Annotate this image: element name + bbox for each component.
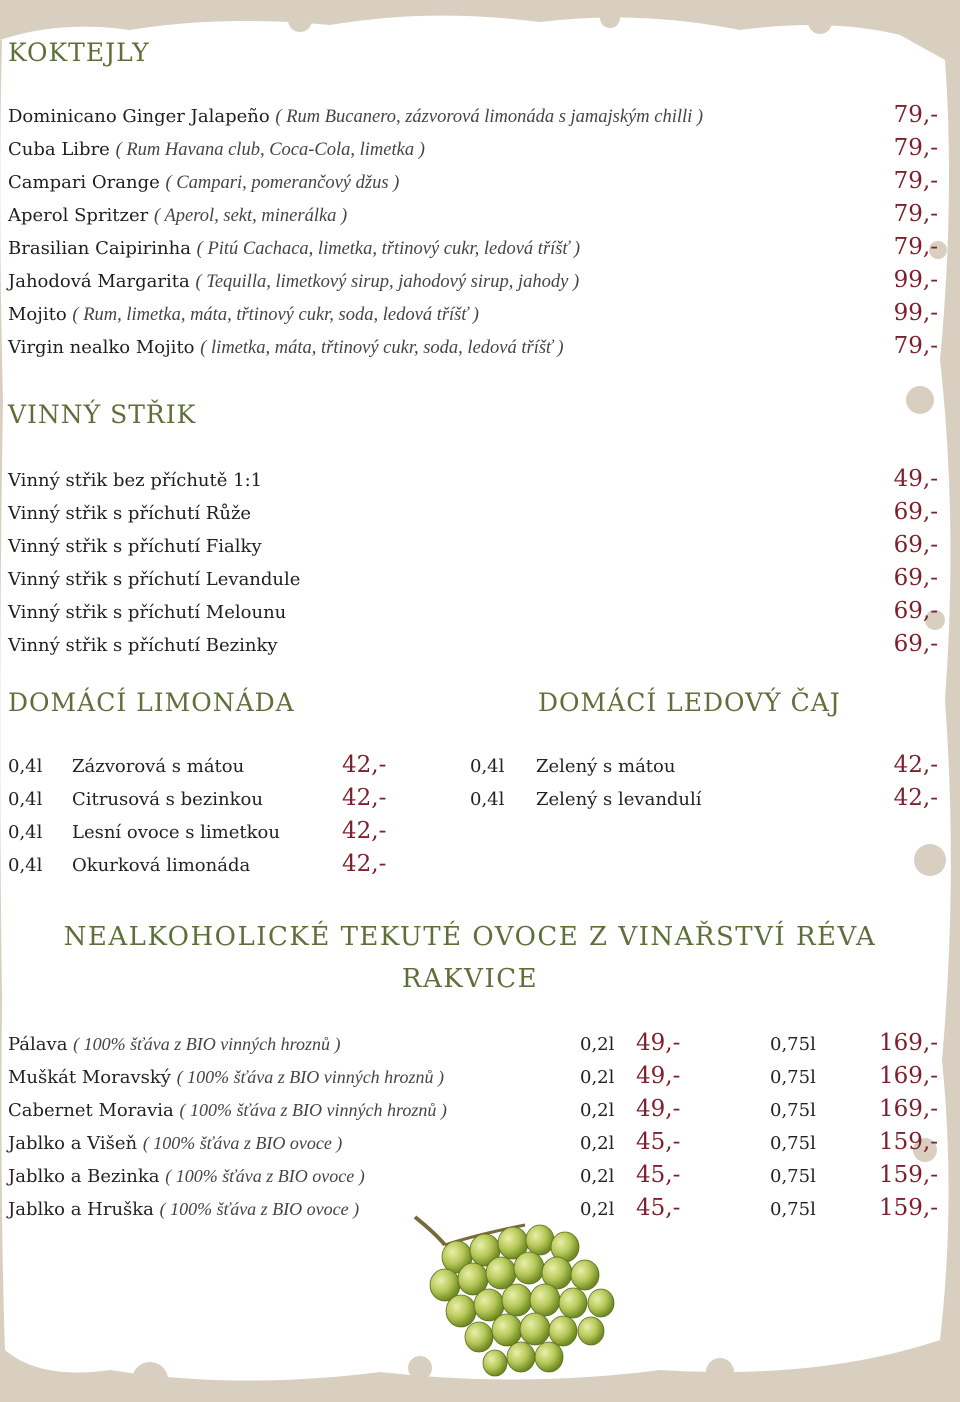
item-price: 99,- xyxy=(893,300,938,326)
item-price: 69,- xyxy=(893,631,938,657)
item-price-large: 169,- xyxy=(879,1096,938,1122)
item-description: ( limetka, máta, třtinový cukr, soda, ledová tříšť ) xyxy=(200,338,564,358)
item-name: Jablko a Bezinka xyxy=(8,1166,160,1187)
item-description: ( Rum Havana club, Coca-Cola, limetka ) xyxy=(115,140,425,160)
item-name: Lesní ovoce s limetkou xyxy=(72,822,280,843)
item-price: 79,- xyxy=(893,333,938,359)
item-volume: 0,4l xyxy=(8,822,43,843)
item-name: Muškát Moravský xyxy=(8,1067,171,1088)
section-heading-juices-line2: RAKVICE xyxy=(401,964,539,994)
item-volume-large: 0,75l xyxy=(770,1133,816,1154)
item-price-small: 49,- xyxy=(636,1063,681,1089)
item-name: Brasilian Caipirinha xyxy=(8,238,191,259)
item-volume-large: 0,75l xyxy=(770,1034,816,1055)
item-description: ( Rum Bucanero, zázvorová limonáda s jamajským chilli ) xyxy=(275,107,704,127)
item-name: Vinný střik s příchutí Melounu xyxy=(8,602,287,623)
item-description: ( Tequilla, limetkový sirup, jahodový sirup, jahody ) xyxy=(195,272,580,292)
item-price: 42,- xyxy=(893,785,938,811)
item-price-large: 169,- xyxy=(879,1063,938,1089)
item-name: Cuba Libre xyxy=(8,139,110,160)
item-price-small: 45,- xyxy=(636,1162,681,1188)
spritz-item xyxy=(8,466,938,496)
item-price: 79,- xyxy=(893,135,938,161)
item-volume-large: 0,75l xyxy=(770,1100,816,1121)
item-price: 69,- xyxy=(893,598,938,624)
item-name: Jablko a Višeň xyxy=(8,1133,138,1154)
item-price-small: 45,- xyxy=(636,1195,681,1221)
item-name: Mojito xyxy=(8,304,67,325)
item-price: 49,- xyxy=(893,466,938,492)
item-price: 69,- xyxy=(893,565,938,591)
section-heading-cocktails: KOKTEJLY xyxy=(8,38,150,67)
item-name: Virgin nealko Mojito xyxy=(8,337,195,358)
item-price-small: 49,- xyxy=(636,1096,681,1122)
cocktail-item xyxy=(8,201,938,231)
item-price: 79,- xyxy=(893,234,938,260)
item-price-large: 159,- xyxy=(879,1129,938,1155)
item-volume-large: 0,75l xyxy=(770,1067,816,1088)
item-description: ( 100% šťáva z BIO ovoce ) xyxy=(165,1166,365,1186)
item-price: 79,- xyxy=(893,201,938,227)
juice-item xyxy=(8,1030,938,1060)
item-name: Vinný střik bez příchutě 1:1 xyxy=(8,470,263,491)
item-name: Vinný střik s příchutí Růže xyxy=(8,503,252,524)
item-price: 69,- xyxy=(893,532,938,558)
item-name: Vinný střik s příchutí Bezinky xyxy=(8,635,278,656)
lemonade-item xyxy=(8,818,398,848)
spritz-item xyxy=(8,532,938,562)
section-heading-juices: NEALKOHOLICKÉ TEKUTÉ OVOCE Z VINAŘSTVÍ RÉVA xyxy=(63,922,877,952)
grapes-illustration xyxy=(405,1205,645,1385)
juice-item xyxy=(8,1129,938,1159)
item-volume: 0,4l xyxy=(470,756,505,777)
lemonade-item xyxy=(8,752,398,782)
section-heading-lemonade: DOMÁCÍ LIMONÁDA xyxy=(8,688,295,717)
section-heading-ice-tea: DOMÁCÍ LEDOVÝ ČAJ xyxy=(538,688,841,717)
item-volume: 0,4l xyxy=(8,855,43,876)
item-price: 42,- xyxy=(342,818,387,844)
item-description: ( 100% šťáva z BIO ovoce ) xyxy=(142,1133,343,1153)
lemonade-item xyxy=(8,785,398,815)
item-price: 99,- xyxy=(893,267,938,293)
cocktail-item xyxy=(8,267,938,297)
item-price: 42,- xyxy=(342,785,387,811)
item-volume-small: 0,2l xyxy=(580,1034,615,1055)
item-price: 79,- xyxy=(893,102,938,128)
cocktail-item xyxy=(8,135,938,165)
item-name: Jablko a Hruška xyxy=(8,1199,154,1220)
item-description: ( 100% šťáva z BIO ovoce ) xyxy=(159,1199,360,1219)
item-volume-large: 0,75l xyxy=(770,1166,816,1187)
juice-item xyxy=(8,1162,938,1192)
item-volume-small: 0,2l xyxy=(580,1067,615,1088)
item-name: Zelený s levandulí xyxy=(536,789,702,810)
ice-tea-item xyxy=(470,752,938,782)
lemonade-item xyxy=(8,851,398,881)
item-name: Cabernet Moravia xyxy=(8,1100,174,1121)
item-name: Vinný střik s příchutí Fialky xyxy=(8,536,262,557)
item-name: Dominicano Ginger Jalapeño xyxy=(8,106,270,127)
juice-item xyxy=(8,1096,938,1126)
item-name: Zázvorová s mátou xyxy=(72,756,245,777)
item-volume-small: 0,2l xyxy=(580,1133,615,1154)
item-price: 69,- xyxy=(893,499,938,525)
item-description: ( 100% šťáva z BIO vinných hroznů ) xyxy=(179,1100,447,1120)
cocktail-item xyxy=(8,234,938,264)
item-description: ( Aperol, sekt, minerálka ) xyxy=(154,206,348,226)
item-price-small: 49,- xyxy=(636,1030,681,1056)
spritz-item xyxy=(8,631,938,661)
item-description: ( Pitú Cachaca, limetka, třtinový cukr, ledová tříšť ) xyxy=(196,239,580,259)
item-volume-large: 0,75l xyxy=(770,1199,816,1220)
item-description: ( 100% šťáva z BIO vinných hroznů ) xyxy=(176,1067,445,1087)
item-volume-small: 0,2l xyxy=(580,1199,615,1220)
cocktail-item xyxy=(8,333,938,363)
item-description: ( Campari, pomerančový džus ) xyxy=(165,173,400,193)
item-price: 42,- xyxy=(893,752,938,778)
item-price: 42,- xyxy=(342,752,387,778)
item-volume: 0,4l xyxy=(470,789,505,810)
item-price: 42,- xyxy=(342,851,387,877)
item-name: Jahodová Margarita xyxy=(8,271,190,292)
juice-item xyxy=(8,1063,938,1093)
item-description: ( 100% šťáva z BIO vinných hroznů ) xyxy=(73,1034,341,1054)
spritz-item xyxy=(8,499,938,529)
item-volume-small: 0,2l xyxy=(580,1100,615,1121)
item-volume-small: 0,2l xyxy=(580,1166,615,1187)
section-heading-spritz: VINNÝ STŘIK xyxy=(8,400,197,429)
ice-tea-item xyxy=(470,785,938,815)
item-description: ( Rum, limetka, máta, třtinový cukr, soda, ledová tříšť ) xyxy=(72,305,479,325)
item-name: Vinný střik s příchutí Levandule xyxy=(8,569,301,590)
item-price-small: 45,- xyxy=(636,1129,681,1155)
spritz-item xyxy=(8,565,938,595)
item-price-large: 159,- xyxy=(879,1195,938,1221)
item-price: 79,- xyxy=(893,168,938,194)
item-volume: 0,4l xyxy=(8,789,43,810)
item-name: Citrusová s bezinkou xyxy=(72,789,263,810)
spritz-item xyxy=(8,598,938,628)
cocktail-item xyxy=(8,168,938,198)
item-name: Zelený s mátou xyxy=(536,756,676,777)
item-name: Okurková limonáda xyxy=(72,855,251,876)
item-volume: 0,4l xyxy=(8,756,43,777)
item-name: Aperol Spritzer xyxy=(8,205,149,226)
item-price-large: 169,- xyxy=(879,1030,938,1056)
cocktail-item xyxy=(8,102,938,132)
cocktail-item xyxy=(8,300,938,330)
item-name: Pálava xyxy=(8,1034,68,1055)
item-name: Campari Orange xyxy=(8,172,160,193)
item-price-large: 159,- xyxy=(879,1162,938,1188)
